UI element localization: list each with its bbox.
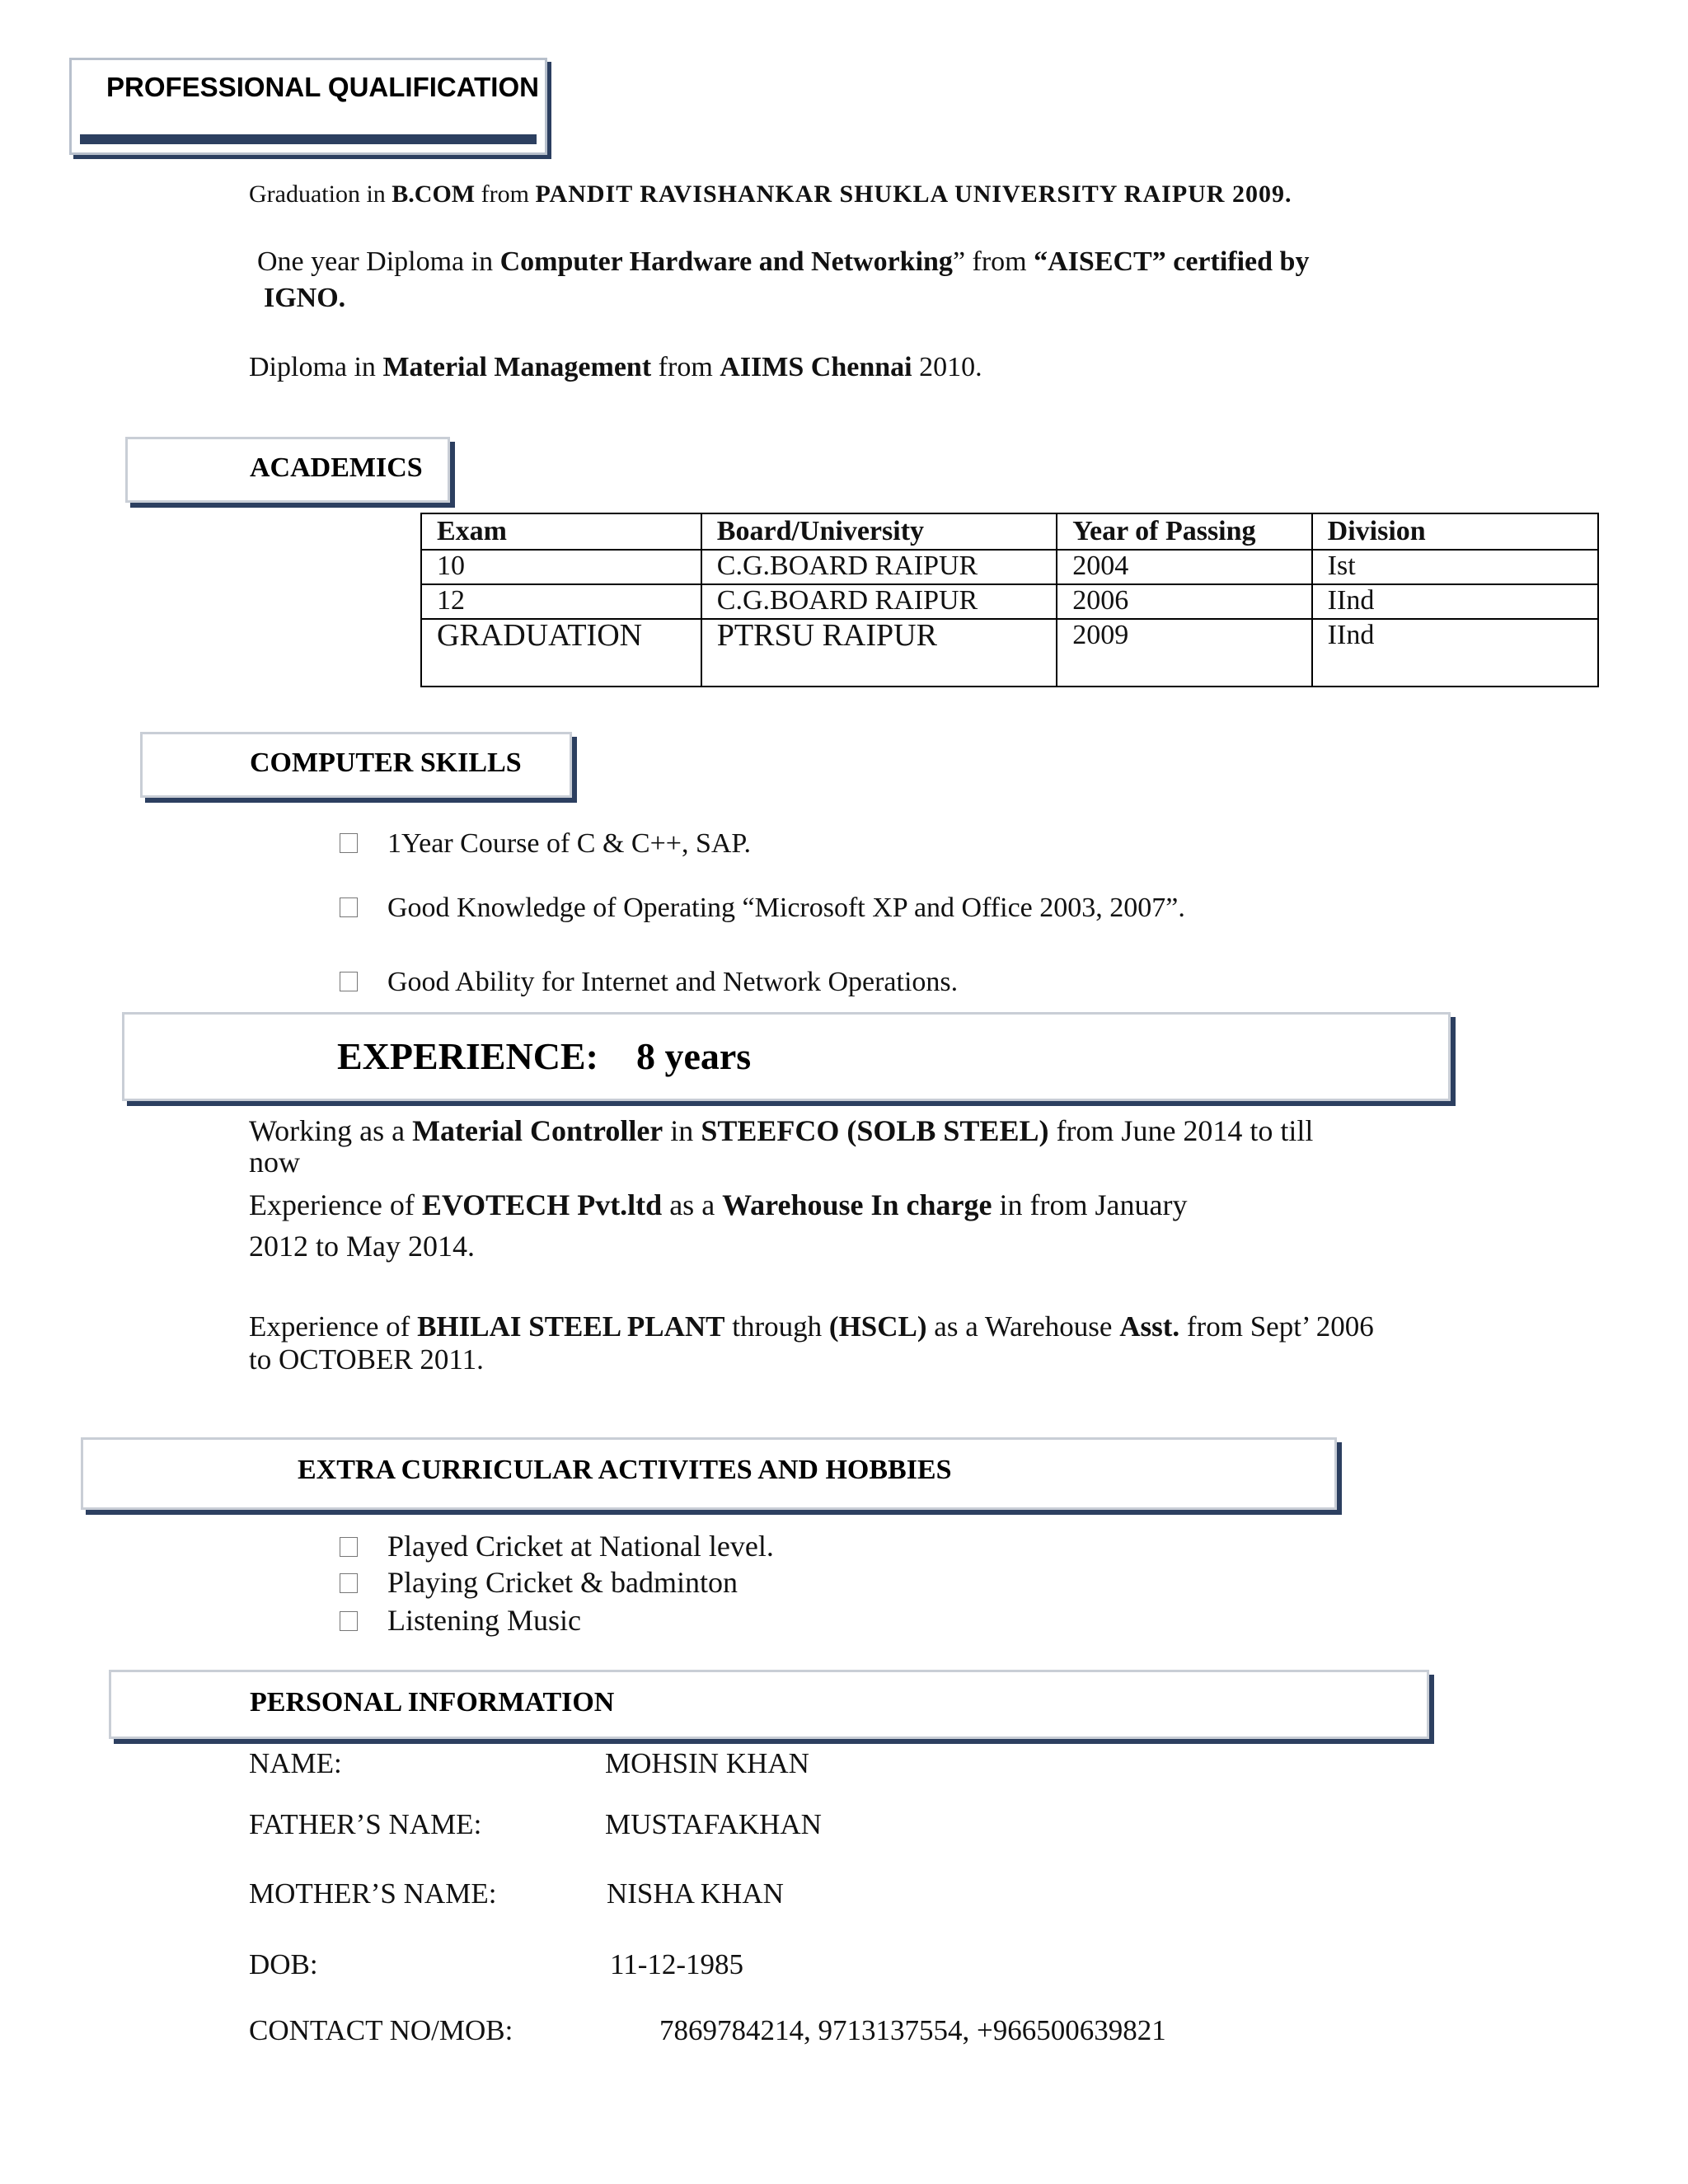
list-item: Good Knowledge of Operating “Microsoft XP and Office 2003, 2007”. [340, 892, 1185, 925]
list-item: Good Ability for Internet and Network Operations. [340, 966, 958, 999]
column-header: Board/University [701, 513, 1057, 550]
experience-item-1: Working as a Material Controller in STEEFCO (SOLB STEEL) from June 2014 to till [249, 1114, 1314, 1147]
checkbox-bullet-icon [340, 833, 358, 853]
list-item: Playing Cricket & badminton [340, 1566, 738, 1599]
section-title: EXPERIENCE: 8 years [337, 1035, 752, 1077]
academics-table [420, 513, 1599, 687]
section-header-professional-qualification [69, 58, 547, 155]
section-title: EXTRA CURRICULAR ACTIVITES AND HOBBIES [298, 1455, 952, 1485]
qualification-item-1: Graduation in B.COM from PANDIT RAVISHANKAR SHUKLA UNIVERSITY RAIPUR 2009. [249, 180, 1292, 208]
experience-item-2-cont: 2012 to May 2014. [249, 1230, 475, 1263]
section-header-experience [122, 1012, 1451, 1101]
experience-item-2: Experience of EVOTECH Pvt.ltd as a Warehouse In charge in from January [249, 1188, 1188, 1221]
contact-value: 7869784214, 9713137554, +966500639821 [659, 2014, 1166, 2046]
section-title: PROFESSIONAL QUALIFICATION [106, 72, 539, 102]
qualification-item-3: Diploma in Material Management from AIIMS Chennai 2010. [249, 352, 982, 382]
table-cell: 2004 [1057, 550, 1311, 584]
mother-name-value: NISHA KHAN [607, 1877, 784, 1910]
checkbox-bullet-icon [340, 1537, 358, 1557]
table-cell: 10 [421, 550, 701, 584]
table-cell: IInd [1312, 619, 1598, 687]
list-item: 1Year Course of C & C++, SAP. [340, 827, 751, 860]
table-header-row [421, 513, 1598, 550]
column-header: Exam [421, 513, 701, 550]
dob-label: DOB: [249, 1948, 318, 1980]
father-name-value: MUSTAFAKHAN [605, 1808, 822, 1840]
section-title: PERSONAL INFORMATION [250, 1687, 615, 1718]
list-item: Listening Music [340, 1604, 581, 1637]
checkbox-bullet-icon [340, 1573, 358, 1593]
table-cell: 12 [421, 584, 701, 619]
section-header-hobbies [81, 1437, 1337, 1510]
qualification-item-2: One year Diploma in Computer Hardware and Networking” from “AISECT” certified by [257, 246, 1310, 277]
section-header-academics [125, 437, 450, 503]
table-cell: IInd [1312, 584, 1598, 619]
section-title: COMPUTER SKILLS [250, 748, 522, 778]
name-label: NAME: [249, 1747, 342, 1779]
checkbox-bullet-icon [340, 1611, 358, 1631]
table-cell: 2006 [1057, 584, 1311, 619]
qualification-item-2-cont: IGNO. [264, 283, 346, 313]
father-name-label: FATHER’S NAME: [249, 1808, 482, 1840]
section-header-personal-information [109, 1670, 1429, 1739]
table-cell: 2009 [1057, 619, 1311, 687]
dob-value: 11-12-1985 [610, 1948, 744, 1980]
header-accent-bar [80, 134, 537, 144]
table-row [421, 584, 1598, 619]
experience-item-3-cont: to OCTOBER 2011. [249, 1343, 484, 1376]
column-header: Division [1312, 513, 1598, 550]
name-value: MOHSIN KHAN [605, 1747, 809, 1779]
table-cell: C.G.BOARD RAIPUR [701, 550, 1057, 584]
section-header-computer-skills [140, 732, 572, 798]
contact-label: CONTACT NO/MOB: [249, 2014, 513, 2046]
table-cell: C.G.BOARD RAIPUR [701, 584, 1057, 619]
column-header: Year of Passing [1057, 513, 1311, 550]
checkbox-bullet-icon [340, 898, 358, 917]
experience-item-3: Experience of BHILAI STEEL PLANT through (HSCL) as a Warehouse Asst. from Sept’ 2006 [249, 1310, 1374, 1343]
table-cell: GRADUATION [421, 619, 701, 687]
list-item: Played Cricket at National level. [340, 1530, 774, 1563]
table-cell: Ist [1312, 550, 1598, 584]
section-title: ACADEMICS [250, 452, 423, 483]
table-row [421, 619, 1598, 687]
mother-name-label: MOTHER’S NAME: [249, 1877, 497, 1910]
table-cell: PTRSU RAIPUR [701, 619, 1057, 687]
experience-item-1-cont: now [249, 1146, 300, 1179]
table-row [421, 550, 1598, 584]
checkbox-bullet-icon [340, 972, 358, 991]
